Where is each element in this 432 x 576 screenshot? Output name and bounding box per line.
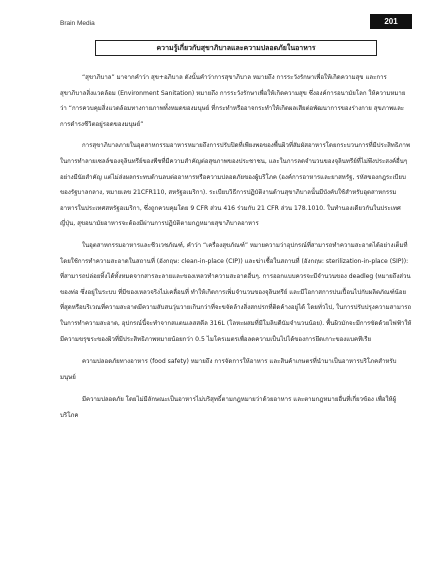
body-text — [60, 70, 412, 428]
paragraph-sanitary-equipment: ในอุตสาหกรรมอาหารและชีวเวชภัณฑ์, คำว่า “เครื่องสุขภัณฑ์” หมายความว่าอุปกรณ์ที่สามารถทำความสะอาดได้อย่างเต็มที่โดยใช้การทำความสะอาดในสถานที่ (อังกฤษ: clean-in-place (CIP)) และฆ่าเชื้อในสถานที่ (อังกฤษ: sterilization-in-place (SIP)): ที่สามารถปล่อยทิ้งได้ทั้งหมดจากสารละลายและของเหลวทำความสะอาดอื่นๆ. การออกแบบควรจะมีจำนวนของ deadleg (หมายถึงส่วนของท่อ ซึ่งอยู่ในระบบ ที่มีของเหลวจริงไม่เคลื่อนที่ ทำให้เกิดการเพิ่มจำนวนของจุลินทรีย์ และมีโอกาสการปนเปื้อนไปกับผลิตภัณฑ์น้อยที่สุดหรือบริเวณที่ความสะอาดมีความสับสนวุ่นวายเกินกว่าที่จะขจัดล้างสิ่งสกปรกที่ติดค้างอยู่ได้ โดยทั่วไป, ในการปรับปรุงความสามารถในการทำความสะอาด, อุปกรณ์นี้จะทำจากสแตนเลสสตีล 316L (โลหะผสมที่มีโมลิบดีนัมจำนวนน้อย). พื้นผิวมักจะมีการขัดด้วยไฟฟ้าให้มีความขรุขระของผิวที่มีประสิทธิภาพหมายน้อยกว่า 0.5 ไมโครเมตรเพื่อลดความเป็นไปได้ของการยึดเกาะของแบคทีเรีย — [60, 241, 412, 343]
paragraph-food-industry-sanitation: การสุขาภิบาลภายในอุตสาหกรรมอาหารหมายถึงการปรับปิดที่เพียงพอของพื้นผิวที่สัมผัสอาหารโดยกระบวนการที่มีประสิทธิภาพในการทำลายเซลล์ของจุลินทรีย์ของพืชที่มีความสำคัญต่อสุขภาพของประชาชน, และในการลดจำนวนของจุลินทรีย์ที่ไม่พึงประสงค์อื่นๆอย่างมีนัยสำคัญ แต่ไม่ส่งผลกระทบด้านลบต่ออาหารหรือความปลอดภัยของผู้บริโภค (องค์การอาหารและยาสหรัฐ, รหัสของกฎระเบียบของรัฐบาลกลาง, หมายเลข 21CFR110, สหรัฐอเมริกา). ระเบียบวิธีการปฏิบัติงานด้านสุขาภิบาลนั้นมีบังคับใช้สำหรับอุตสาหกรรมอาหารในประเทศสหรัฐอเมริกา, ซึ่งถูกควบคุมโดย 9 CFR ส่วน 416 ร่วมกับ 21 CFR ส่วน 178.1010. ในทำนองเดียวกันในประเทศญี่ปุ่น, สุขอนามัยอาหารจะต้องมีผ่านการปฏิบัติตามกฎหมายสุขาภิบาลอาหาร — [60, 142, 411, 228]
page-number-badge: 201 — [370, 14, 412, 29]
header-brand: Brain Media — [60, 20, 95, 27]
section-title: ความรู้เกี่ยวกับสุขาภิบาลและความปลอดภัยในอาหาร — [95, 40, 377, 56]
paragraph-sanitation-definition: “สุขาภิบาล” มาจากคำว่า สุข+อภิบาล ดังนั้นคำว่าการสุขาภิบาล หมายถึง การระวังรักษาเพื่อให้เกิดความสุข และการสุขาภิบาลสิ่งแวดล้อม (Environment Sanitation) หมายถึง การระวังรักษาเพื่อให้เกิดความสุข ซึ่งองค์การอนามัยโลก ให้ความหมายว่า “การควบคุมสิ่งแวดล้อมทางกายภาพทั้งหมดของมนุษย์ ที่กระทำหรืออาจกระทำให้เกิดผลเสียต่อพัฒนาการของร่างกาย สุขภาพและการดำรงชีวิตอยู่รอดของมนุษย์” — [60, 74, 406, 128]
paragraph-food-safety: ความปลอดภัยทางอาหาร (food safety) หมายถึง การจัดการให้อาหาร และสินค้าเกษตรที่นำมาเป็นอาหารบริโภคสำหรับมนุษย์ — [60, 358, 397, 381]
paragraph-food-safety-continued: มีความปลอดภัย โดยไม่มีลักษณะเป็นอาหารไม่บริสุทธิ์ตามกฎหมายว่าด้วยอาหาร และตามกฎหมายอื่นที่เกี่ยวข้อง เพื่อให้ผู้บริโภค — [60, 396, 397, 419]
